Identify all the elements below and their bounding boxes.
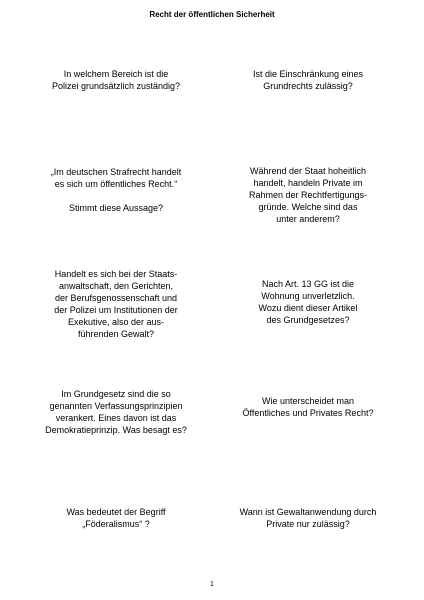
page-title: Recht der öffentlichen Sicherheit <box>149 10 275 19</box>
question-card-2: Ist die Einschränkung eines Grundrechts zulässig? <box>252 69 364 91</box>
question-card-7: Im Grundgesetz sind die so genannten Verfassungsprinzipien verankert. Eines davon ist das Demokratieprinzip. Was besagt es? <box>45 389 187 435</box>
question-card-1: In welchem Bereich ist die Polizei grundsätzlich zuständig? <box>51 69 181 91</box>
question-card-4: Während der Staat hoheitlich handelt, handeln Private im Rahmen der Rechtfertigungs- gründe. Welche sind das unter anderem? <box>248 166 368 224</box>
question-card-9: Was bedeutet der Begriff „Föderalismus“ ? <box>66 507 166 529</box>
question-card-8: Wie unterscheidet man Öffentliches und Privates Recht? <box>242 396 374 418</box>
question-card-6: Nach Art. 13 GG ist die Wohnung unverletzlich. Wozu dient dieser Artikel des Grundgesetzes? <box>258 279 358 325</box>
page-number: 1 <box>210 581 214 588</box>
question-card-10: Wann ist Gewaltanwendung durch Private nur zulässig? <box>239 507 377 529</box>
question-card-5: Handelt es sich bei der Staats- anwaltschaft, den Gerichten, der Berufsgenossenschaft und der Polizei um Institutionen der Exekutive, also der aus- führenden Gewalt? <box>54 269 178 339</box>
question-card-3: „Im deutschen Strafrecht handelt es sich um öffentliches Recht.“ Stimmt diese Aussage? <box>50 167 182 213</box>
